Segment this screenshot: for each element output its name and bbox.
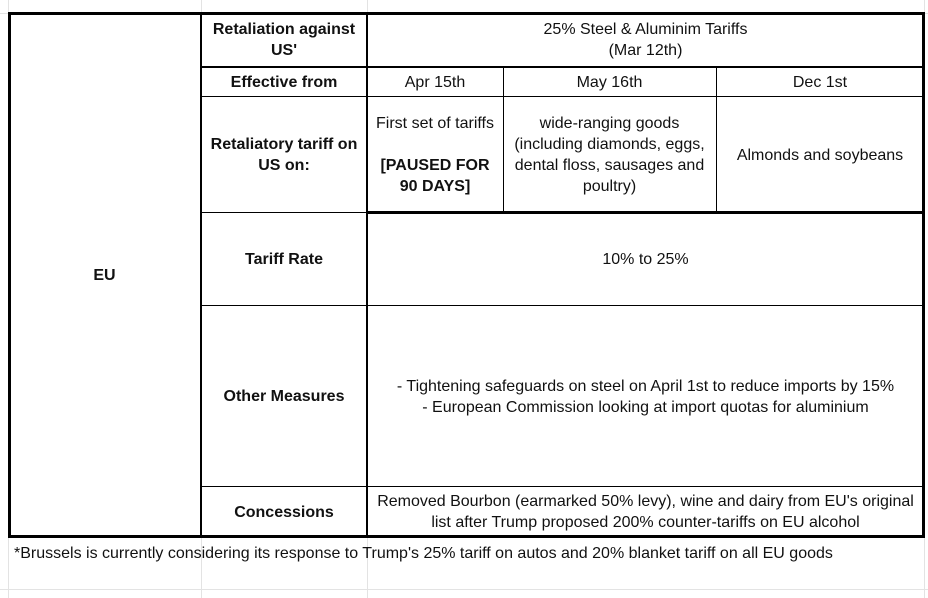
border-line [922, 12, 925, 538]
measure-item: - Tightening safeguards on steel on April 1st to reduce imports by 15% [396, 377, 895, 395]
border-line [200, 96, 925, 97]
retaliation-value-cell[interactable] [367, 13, 924, 67]
other-measures-label: Other Measures [223, 388, 345, 405]
tariff-rate-label: Tariff Rate [245, 251, 323, 268]
retaliatory-label-cell[interactable] [201, 97, 367, 213]
border-line [200, 66, 925, 68]
retaliation-label-cell[interactable] [201, 13, 367, 67]
tariff-rate-value-cell[interactable] [367, 213, 924, 306]
concessions-label-cell[interactable] [201, 487, 367, 537]
region-label: EU [93, 266, 116, 284]
concessions-label: Concessions [234, 503, 334, 521]
gridline [0, 589, 928, 590]
measure-item: - European Commission looking at import quotas for aluminium [422, 398, 869, 416]
effective-label-cell[interactable] [201, 67, 367, 97]
footnote: *Brussels is currently considering its response to Trump's 25% tariff on autos and 20% blanket tariff on all EU goods [14, 545, 833, 562]
border-line [8, 12, 11, 538]
concessions-value: Removed Bourbon (earmarked 50% levy), wine and dairy from EU's original list after Trump proposed 200% counter-tariffs on EU alcohol [377, 493, 914, 531]
border-line [503, 67, 504, 213]
other-measures-value-cell[interactable] [367, 306, 924, 487]
paused-note: [PAUSED FOR 90 DAYS] [380, 157, 490, 195]
tariff-rate-value: 10% to 25% [602, 251, 689, 268]
other-measures-label-cell[interactable] [201, 306, 367, 487]
retaliatory-goods-cell[interactable] [503, 97, 716, 213]
border-line [8, 535, 925, 538]
tariff-rate-label-cell[interactable] [201, 213, 367, 306]
effective-date-cell[interactable] [367, 67, 503, 97]
border-line [200, 212, 367, 213]
retaliatory-almonds-cell[interactable] [716, 97, 924, 213]
retaliation-value-line2: (Mar 12th) [608, 42, 683, 59]
effective-label: Effective from [230, 73, 338, 91]
border-line [8, 12, 925, 15]
almonds-text: Almonds and soybeans [736, 146, 904, 164]
region-cell[interactable] [8, 13, 201, 537]
retaliatory-label: Retaliatory tariff on US on: [210, 136, 358, 174]
border-line [200, 486, 925, 487]
border-line [366, 211, 925, 214]
retaliation-value-line1: 25% Steel & Aluminim Tariffs [543, 21, 748, 38]
border-line [200, 305, 925, 306]
effective-date: May 16th [576, 73, 643, 91]
first-set-text: First set of tariffs [376, 115, 494, 132]
border-line [716, 67, 717, 213]
effective-date-cell[interactable] [503, 67, 716, 97]
retaliation-label: Retaliation against US' [212, 21, 356, 59]
goods-text: wide-ranging goods (including diamonds, eggs, dental floss, sausages and poultry) [514, 115, 705, 195]
effective-date: Dec 1st [792, 73, 848, 91]
border-line [366, 12, 368, 538]
effective-date-cell[interactable] [716, 67, 924, 97]
border-line [200, 12, 202, 538]
effective-date: Apr 15th [404, 73, 466, 91]
retaliatory-first-set-cell[interactable] [367, 97, 503, 213]
concessions-value-cell[interactable] [367, 487, 924, 537]
